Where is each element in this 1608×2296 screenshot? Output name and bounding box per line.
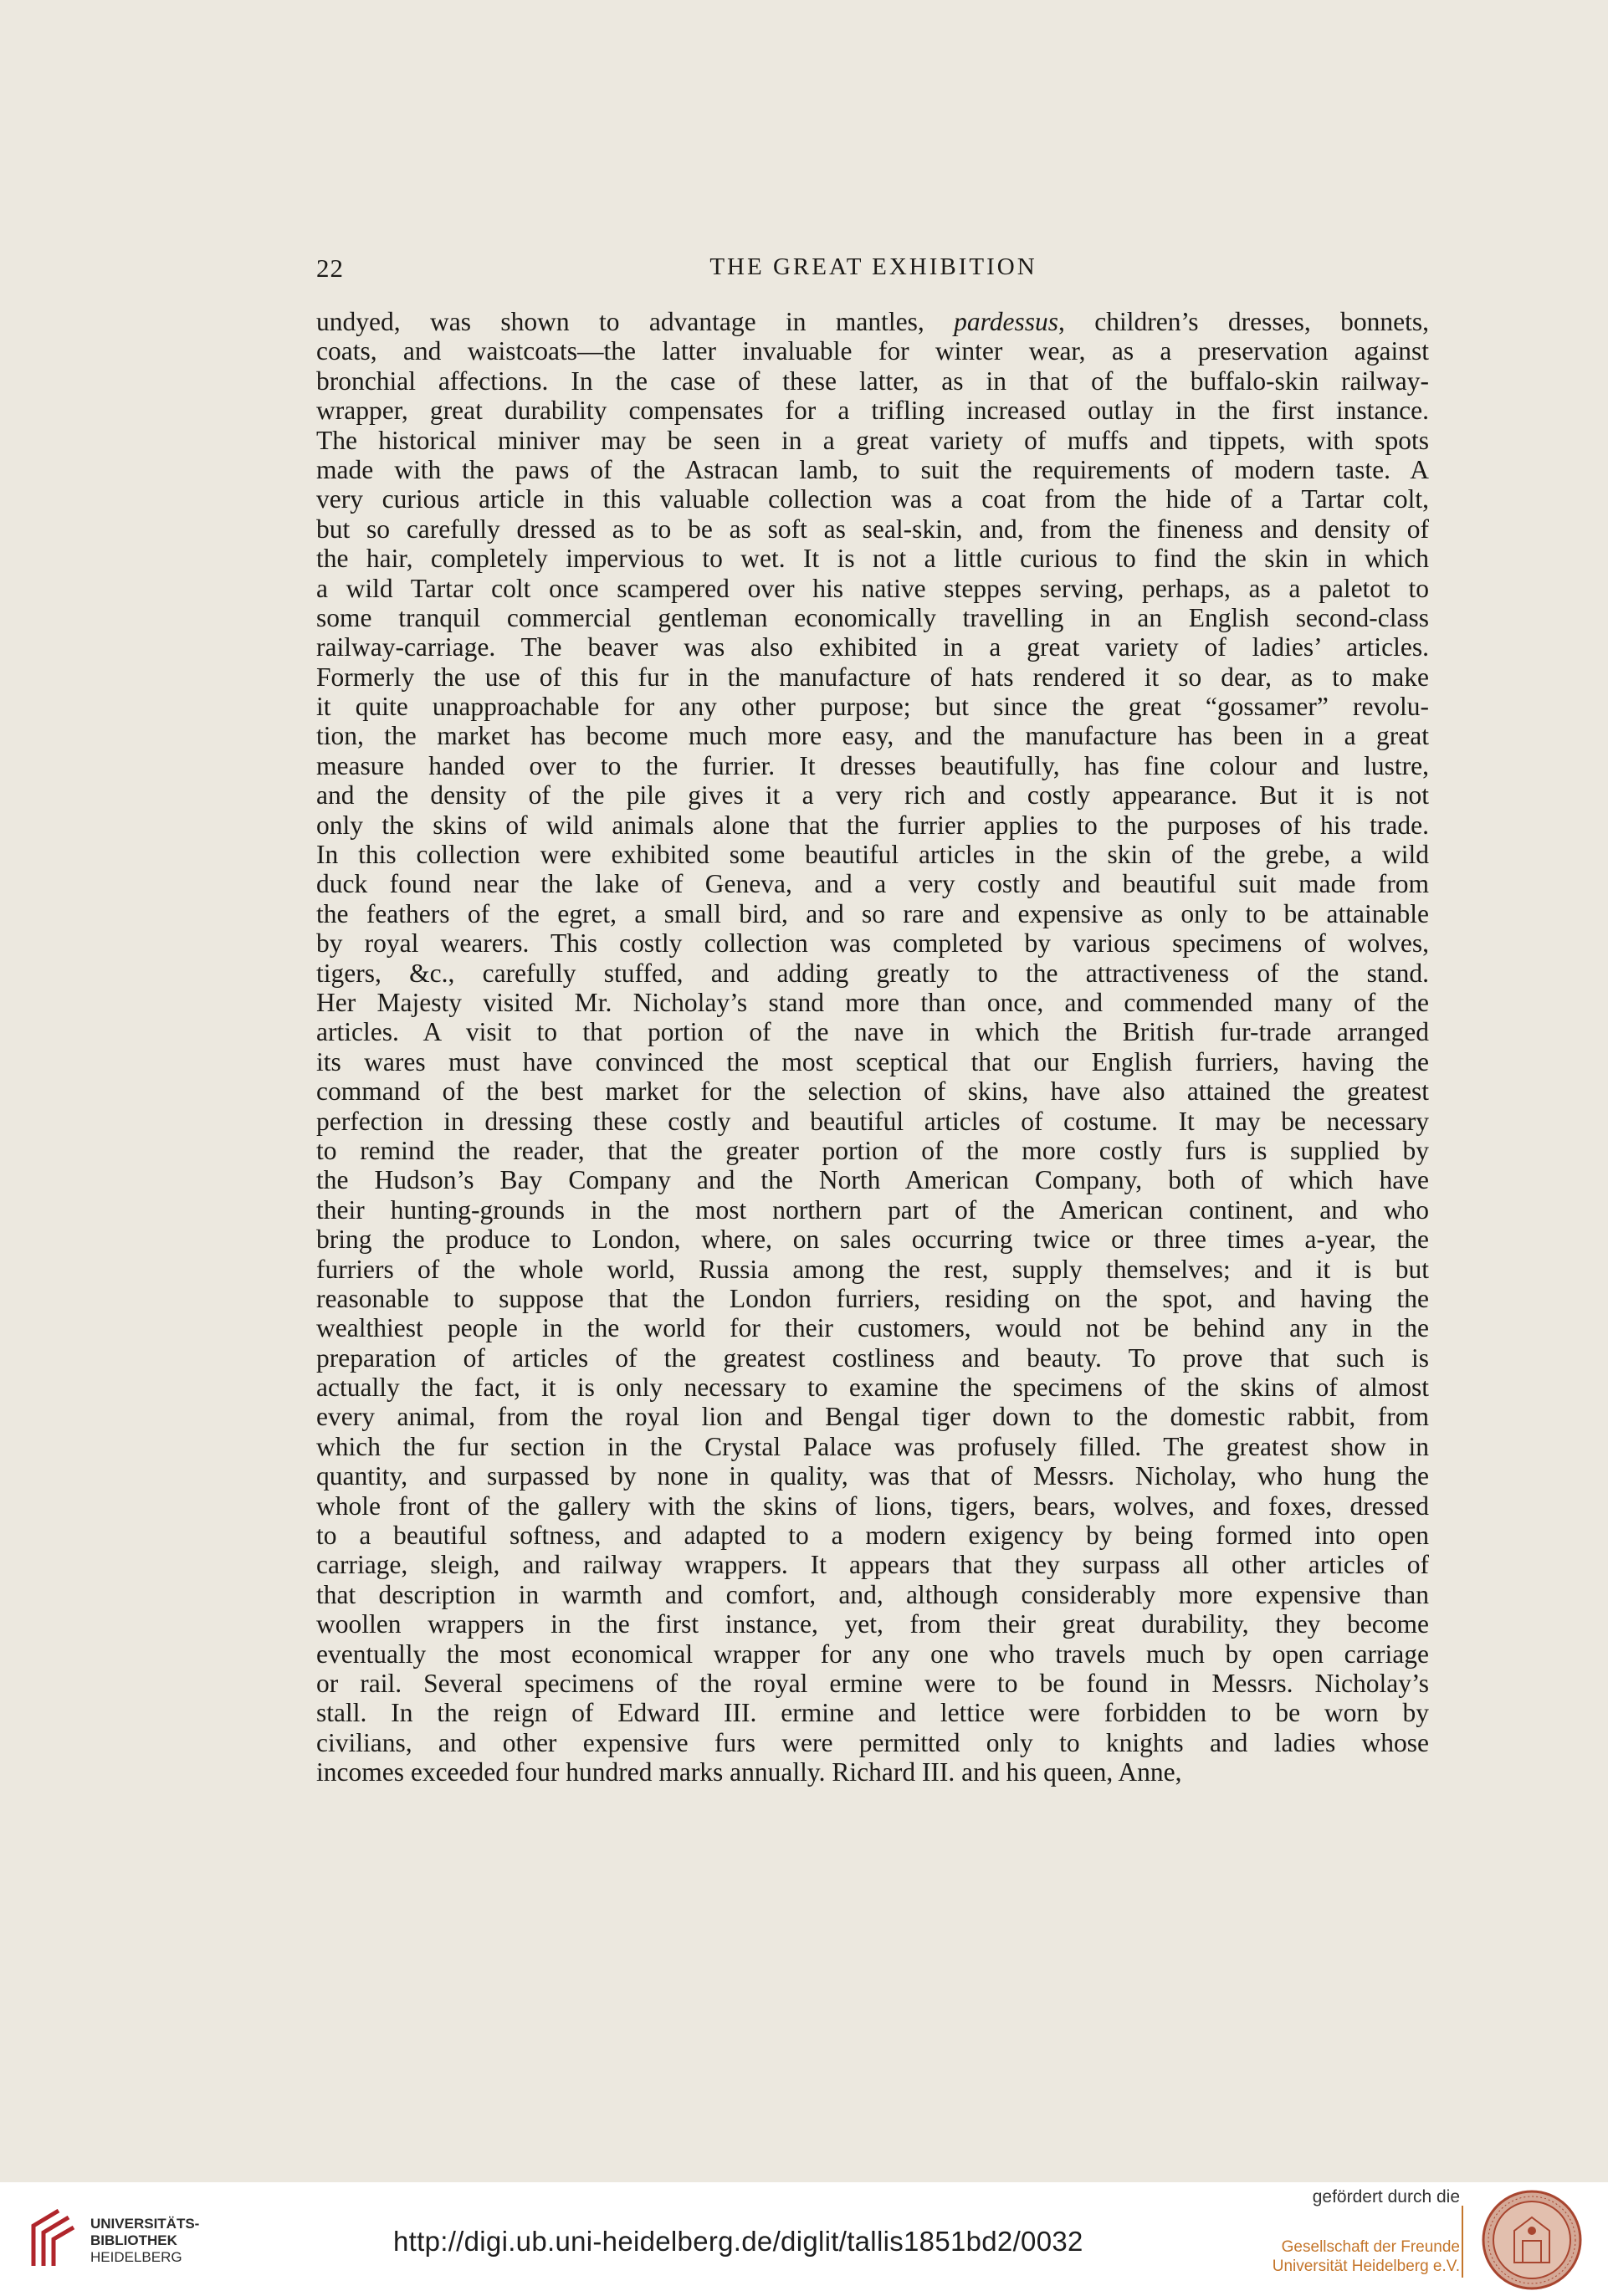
page-header <box>316 253 1431 294</box>
text-line: the feathers of the egret, a small bird, and so rare and expensive as only to be attainable <box>316 898 1429 928</box>
text-line: In this collection were exhibited some beautiful articles in the skin of the grebe, a wild <box>316 840 1429 870</box>
permalink-url[interactable]: http://digi.ub.uni-heidelberg.de/diglit/tallis1851bd2/0032 <box>393 2226 1083 2257</box>
text-line: bronchial affections. In the case of these latter, as in that of the buffalo-skin railway- <box>316 366 1429 396</box>
text-line: Her Majesty visited Mr. Nicholay’s stand more than once, and commended many of the <box>316 987 1429 1017</box>
text-line: by royal wearers. This costly collection was completed by various specimens of wolves, <box>316 928 1429 959</box>
page-number: 22 <box>316 253 344 283</box>
library-name-line-3: HEIDELBERG <box>90 2249 182 2265</box>
library-name-line-1: UNIVERSITÄTS- <box>90 2216 200 2232</box>
text-line: The historical miniver may be seen in a great variety of muffs and tippets, with spots <box>316 425 1429 455</box>
text-line: very curious article in this valuable collection was a coat from the hide of a Tartar colt, <box>316 484 1429 514</box>
text-line: duck found near the lake of Geneva, and a very costly and beautiful suit made from <box>316 869 1429 899</box>
text-line: tigers, &c., carefully stuffed, and adding greatly to the attractiveness of the stand. <box>316 958 1429 988</box>
text-line: to remind the reader, that the greater portion of the more costly furs is supplied by <box>316 1135 1429 1165</box>
library-name-line-2: BIBLIOTHEK <box>90 2232 177 2248</box>
text-line: or rail. Several specimens of the royal ermine were to be found in Messrs. Nicholay’s <box>316 1668 1429 1698</box>
digitization-footer <box>0 2182 1608 2296</box>
text-line: tion, the market has become much more easy, and the manufacture has been in a great <box>316 721 1429 751</box>
text-line: wealthiest people in the world for their customers, would not be behind any in the <box>316 1313 1429 1343</box>
text-line: a wild Tartar colt once scampered over his native steppes serving, perhaps, as a paletot to <box>316 573 1429 603</box>
text-line: command of the best market for the selection of skins, have also attained the greatest <box>316 1076 1429 1107</box>
text-line: civilians, and other expensive furs were permitted only to knights and ladies whose <box>316 1727 1429 1757</box>
text-line: eventually the most economical wrapper for any one who travels much by open carriage <box>316 1639 1429 1669</box>
text-line: woollen wrappers in the first instance, yet, from their great durability, they become <box>316 1609 1429 1639</box>
text-line: that description in warmth and comfort, and, although considerably more expensive than <box>316 1579 1429 1609</box>
text-line: their hunting-grounds in the most northern part of the American continent, and who <box>316 1194 1429 1225</box>
text-line: quantity, and surpassed by none in quality, was that of Messrs. Nicholay, who hung the <box>316 1461 1429 1491</box>
text-line: and the density of the pile gives it a very rich and costly appearance. But it is not <box>316 780 1429 811</box>
text-line: some tranquil commercial gentleman economically travelling in an English second-class <box>316 602 1429 632</box>
text-line: wrapper, great durability compensates for a trifling increased outlay in the first instance. <box>316 396 1429 426</box>
body-text <box>316 307 1429 1787</box>
text-line: incomes exceeded four hundred marks annually. Richard III. and his queen, Anne, <box>316 1757 1182 1787</box>
footer-divider <box>1462 2206 1463 2278</box>
text-line: whole front of the gallery with the skins of lions, tigers, bears, wolves, and foxes, dressed <box>316 1491 1429 1521</box>
text-line: to a beautiful softness, and adapted to a modern exigency by being formed into open <box>316 1521 1429 1551</box>
text-line: articles. A visit to that portion of the nave in which the British fur-trade arranged <box>316 1017 1429 1047</box>
library-name <box>90 2216 199 2266</box>
sponsor-name[interactable] <box>1217 2237 1460 2276</box>
text-line: coats, and waistcoats—the latter invaluable for winter wear, as a preservation against <box>316 336 1429 366</box>
sponsor-name-line-2: Universität Heidelberg e.V. <box>1272 2258 1460 2275</box>
text-line: railway-carriage. The beaver was also exhibited in a great variety of ladies’ articles. <box>316 632 1429 662</box>
text-line: measure handed over to the furrier. It dresses beautifully, has fine colour and lustre, <box>316 750 1429 780</box>
text-line: bring the produce to London, where, on sales occurring twice or three times a-year, the <box>316 1225 1429 1255</box>
sponsor-caption: gefördert durch die <box>1312 2187 1460 2207</box>
text-line: preparation of articles of the greatest costliness and beauty. To prove that such is <box>316 1342 1429 1373</box>
text-line: furriers of the whole world, Russia among the rest, supply themselves; and it is but <box>316 1254 1429 1284</box>
text-line: Formerly the use of this fur in the manufacture of hats rendered it so dear, as to make <box>316 662 1429 692</box>
text-line: perfection in dressing these costly and beautiful articles of costume. It may be necessary <box>316 1106 1429 1136</box>
text-line: the Hudson’s Bay Company and the North American Company, both of which have <box>316 1165 1429 1195</box>
text-line: made with the paws of the Astracan lamb, to suit the requirements of modern taste. A <box>316 454 1429 484</box>
text-line: the hair, completely impervious to wet. It is not a little curious to find the skin in which <box>316 544 1429 574</box>
text-line: but so carefully dressed as to be as soft as seal-skin, and, from the fineness and density of <box>316 514 1429 544</box>
text-line: actually the fact, it is only necessary to examine the specimens of the skins of almost <box>316 1373 1429 1403</box>
text-line: carriage, sleigh, and railway wrappers. It appears that they surpass all other articles of <box>316 1550 1429 1580</box>
sponsor-block <box>1217 2187 1460 2276</box>
text-line: it quite unapproachable for any other purpose; but since the great “gossamer” revolu- <box>316 692 1429 722</box>
text-line: every animal, from the royal lion and Bengal tiger down to the domestic rabbit, from <box>316 1402 1429 1432</box>
text-line: reasonable to suppose that the London furriers, residing on the spot, and having the <box>316 1283 1429 1313</box>
library-logo-icon <box>25 2207 79 2271</box>
text-line: only the skins of wild animals alone that the furrier applies to the purposes of his trade. <box>316 810 1429 840</box>
text-line: undyed, was shown to advantage in mantles, pardessus, children’s dresses, bonnets, <box>316 307 1429 336</box>
text-line: its wares must have convinced the most sceptical that our English furriers, having the <box>316 1046 1429 1076</box>
text-line: stall. In the reign of Edward III. ermine and lettice were forbidden to be worn by <box>316 1698 1429 1728</box>
university-seal-icon[interactable] <box>1481 2189 1583 2291</box>
text-line: which the fur section in the Crystal Palace was profusely filled. The greatest show in <box>316 1431 1429 1461</box>
library-logo[interactable] <box>25 2207 200 2274</box>
sponsor-name-line-1: Gesellschaft der Freunde <box>1281 2238 1460 2256</box>
running-head: THE GREAT EXHIBITION <box>709 253 1037 280</box>
